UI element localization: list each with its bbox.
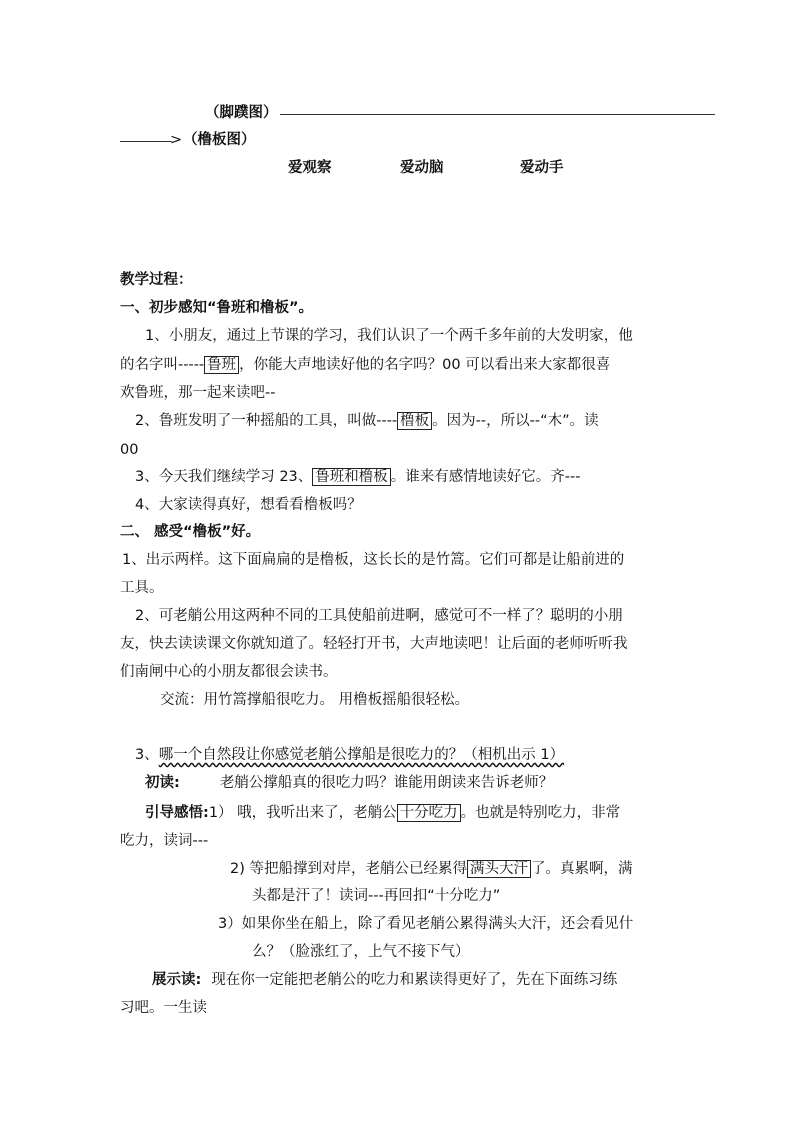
s2-p2-line3: 们南闸中心的小朋友都很会读书。 [120,664,338,680]
s1-p1-line3: 欢鲁班，那一起来读吧-- [120,385,276,401]
show-read-label: 展示读: [152,972,202,988]
s2-p2-line2: 友，快去读读课文你就知道了。轻轻打开书，大声地读吧！让后面的老师听听我 [120,636,628,652]
guide-label: 引导感悟: [145,805,209,821]
oar-board-label: （橹板图） [183,132,256,148]
first-read-text: 老艄公撑船真的很吃力吗？谁能用朗读来告诉老师？ [219,775,554,791]
s2-p3-question: 哪一个自然段让你感觉老艄公撑船是很吃力的？（相机出示 1） [158,747,565,763]
s2-show-read-b: 习吧。一生读 [120,1000,207,1016]
g1-post: 。也就是特别吃力，非常 [460,805,621,821]
s2-p1-line1: 1、出示两样。这下面扁扁的是橹板，这长长的是竹篙。它们可都是让船前进的 [122,552,625,568]
arrow-line-bottom [120,141,172,142]
arrow-line-top [280,114,715,115]
s2-first-read [145,773,553,793]
boxed-sweat: 满头大汗 [467,860,531,878]
s2-guide-1 [145,803,620,823]
s1-p2-post: 。因为--，所以--“木”。读 [432,413,599,429]
s2-p2-line1: 2、可老艄公用这两种不同的工具使船前进啊，感觉可不一样了？聪明的小朋 [135,608,623,624]
slogan-observe: 爱观察 [288,160,332,176]
s1-p1-post: ，你能大声地读好他的名字吗？00 可以看出来大家都很喜 [239,357,611,373]
boxed-lesson-title: 鲁班和橹板 [312,468,391,486]
s2-guide-3: 3）如果你坐在船上，除了看见老艄公累得满头大汗，还会看见什 [218,916,634,932]
s2-guide-3b: 么？（脸涨红了，上气不接下气） [252,944,470,960]
s1-p1-line2 [120,355,610,375]
section2-title: 二、 感受“橹板”好。 [120,524,261,540]
s1-p1-line1: 1、小朋友，通过上节课的学习，我们认识了一个两千多年前的大发明家，他 [145,328,633,344]
section1-title: 一、初步感知“鲁班和橹板”。 [120,300,314,316]
s2-guide-1b: 吃力，读词--- [120,833,209,849]
first-read-label: 初读: [145,775,180,791]
s2-p1-line2: 工具。 [120,580,164,596]
s2-show-read [152,970,617,990]
process-title: 教学过程： [120,272,193,288]
arrow-head: > [170,132,183,148]
s2-guide-2 [230,859,633,879]
g1-pre: 1） 哦，我听出来了，老艄公 [208,805,397,821]
slogan-do: 爱动手 [520,160,564,176]
g2-pre: 2) 等把船撑到对岸，老艄公已经累得 [230,861,467,877]
show-read-text: 现在你一定能把老艄公的吃力和累读得更好了，先在下面练习练 [211,972,618,988]
s1-p4: 4、大家读得真好，想看看橹板吗？ [135,497,362,513]
s2-guide-2b: 头都是汗了！读词---再回扣“十分吃力” [252,888,501,904]
boxed-very-hard: 十分吃力 [397,804,461,822]
s1-p3 [135,467,581,487]
s1-p1-pre: 的名字叫----- [120,357,205,373]
s2-p3-num: 3、 [135,747,159,763]
s1-p3-pre: 3、今天我们继续学习 23、 [135,469,313,485]
foot-web-label: （脚蹼图） [205,105,278,121]
s1-p2-pre: 2、鲁班发明了一种摇船的工具，叫做---- [135,413,398,429]
g2-post: 了。真累啊，满 [531,861,633,877]
boxed-oar-board: 橹板 [397,412,432,430]
s1-p3-post: 。谁来有感情地读好它。齐--- [390,469,581,485]
s2-exchange: 交流：用竹篙撑船很吃力。 用橹板摇船很轻松。 [160,692,470,708]
s1-p2-line1 [135,411,599,431]
boxed-lu-ban: 鲁班 [204,356,239,374]
s2-p3 [135,745,564,765]
s1-p2-line2: 00 [120,442,139,458]
slogan-think: 爱动脑 [400,160,444,176]
